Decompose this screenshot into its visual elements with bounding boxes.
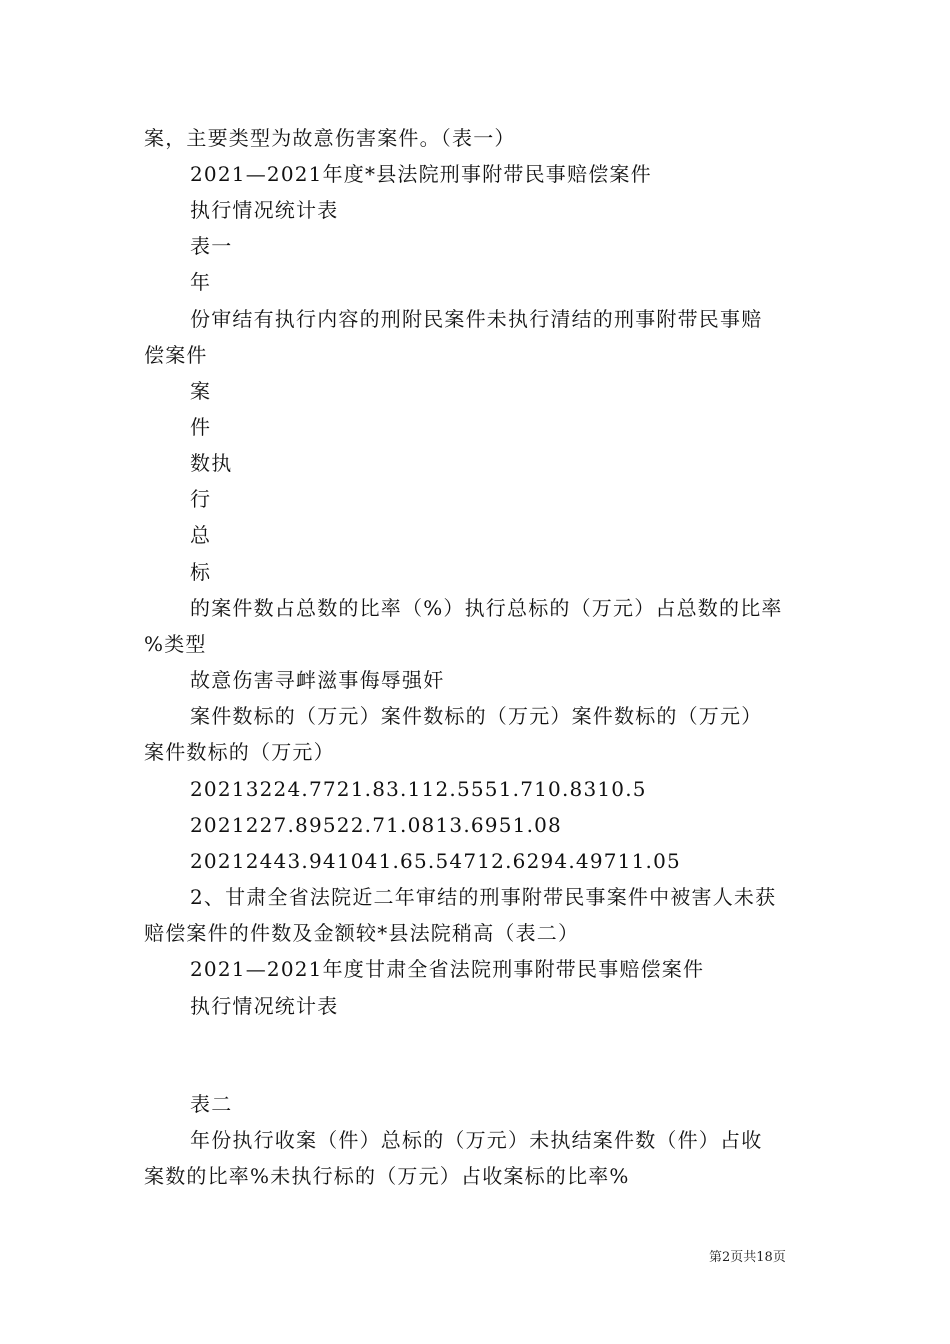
text-line: 偿案件 bbox=[144, 343, 208, 367]
text-line: 案数的比率%未执行标的（万元）占收案标的比率% bbox=[144, 1164, 630, 1188]
text-line: 故意伤害寻衅滋事侮辱强奸 bbox=[190, 668, 445, 692]
text-line: %类型 bbox=[144, 632, 207, 656]
text-line: 份审结有执行内容的刑附民案件未执行清结的刑事附带民事赔 bbox=[190, 307, 763, 331]
text-line: 赔偿案件的件数及金额较*县法院稍高（表二） bbox=[144, 921, 580, 945]
text-line: 案件数标的（万元） bbox=[144, 740, 335, 764]
table-title-line: 2021—2021年度*县法院刑事附带民事赔偿案件 bbox=[190, 162, 652, 186]
text-line: 数执 bbox=[190, 451, 233, 475]
text-line: 标 bbox=[190, 560, 212, 584]
page-number: 第2页共18页 bbox=[709, 1250, 786, 1265]
table-title-line: 执行情况统计表 bbox=[190, 994, 339, 1018]
text-line: 年 bbox=[190, 270, 212, 294]
text-line: 的案件数占总数的比率（%）执行总标的（万元）占总数的比率 bbox=[190, 596, 783, 620]
table-title-line: 执行情况统计表 bbox=[190, 198, 339, 222]
text-line: 2、甘肃全省法院近二年审结的刑事附带民事案件中被害人未获 bbox=[190, 885, 777, 909]
text-line: 总 bbox=[190, 523, 212, 547]
data-row: 20212443.941041.65.54712.6294.49711.05 bbox=[190, 849, 681, 873]
text-line: 行 bbox=[190, 487, 212, 511]
data-row: 2021227.89522.71.0813.6951.08 bbox=[190, 813, 562, 837]
text-line: 案件数标的（万元）案件数标的（万元）案件数标的（万元） bbox=[190, 704, 763, 728]
data-row: 20213224.7721.83.112.5551.710.8310.5 bbox=[190, 777, 647, 801]
text-line: 年份执行收案（件）总标的（万元）未执结案件数（件）占收 bbox=[190, 1128, 763, 1152]
table-label: 表一 bbox=[190, 234, 233, 258]
table-label: 表二 bbox=[190, 1092, 233, 1116]
text-line: 件 bbox=[190, 415, 212, 439]
text-line: 案 bbox=[190, 379, 212, 403]
text-line: 案，主要类型为故意伤害案件。（表一） bbox=[144, 126, 516, 150]
table-title-line: 2021—2021年度甘肃全省法院刑事附带民事赔偿案件 bbox=[190, 957, 705, 981]
